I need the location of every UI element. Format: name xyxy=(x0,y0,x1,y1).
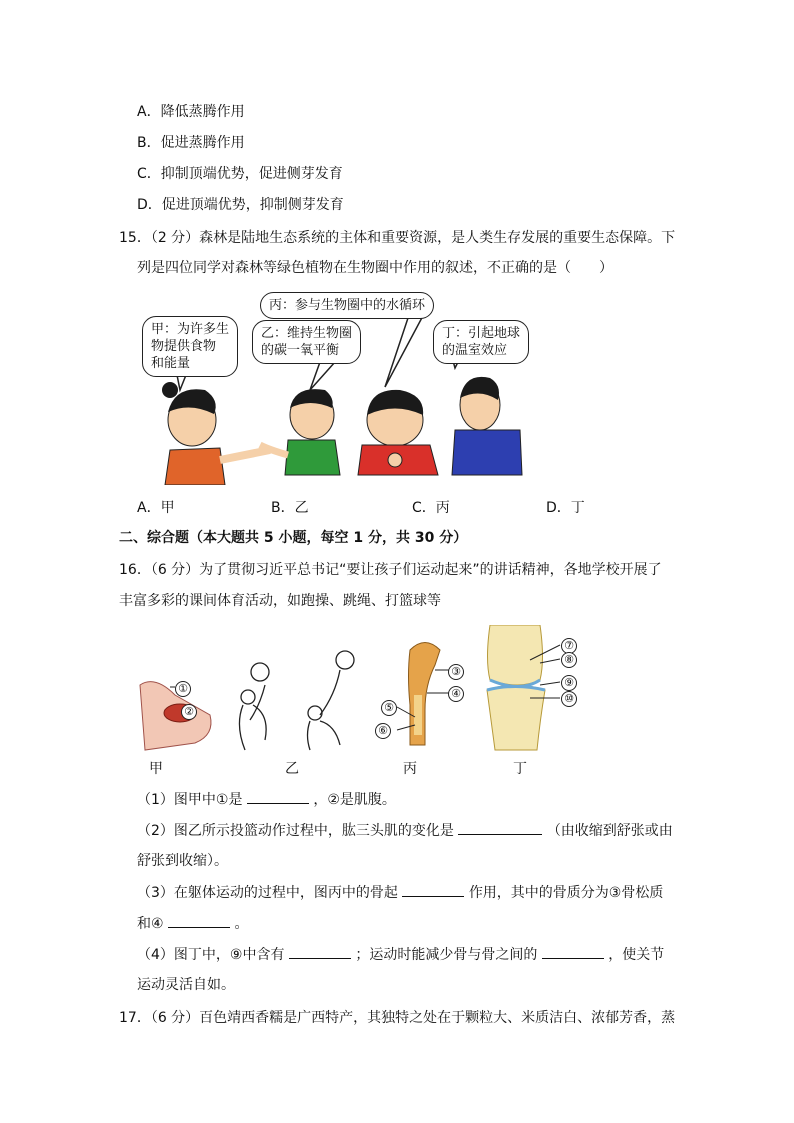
q16-figures xyxy=(135,625,585,755)
bubble-jia-line3: 和能量 xyxy=(151,356,191,371)
q16-sub4 xyxy=(137,944,664,965)
q16-line1: 16．（6 分）为了贯彻习近平总书记“要让孩子们运动起来”的讲话精神，各地学校开展了 xyxy=(119,562,662,578)
q16-sub3-cont xyxy=(137,913,248,934)
q16-sub4-text-a: （4）图丁中，⑨中含有 xyxy=(137,947,285,963)
answer-blank-2[interactable] xyxy=(458,820,542,835)
bubble-yi-line2: 的碳一氧平衡 xyxy=(261,343,340,358)
q16-sub3-text-d: 。 xyxy=(234,916,249,932)
student-bing xyxy=(358,390,438,475)
bubble-bing xyxy=(260,292,434,319)
bubble-ding-line2: 的温室效应 xyxy=(442,343,508,358)
student-ding xyxy=(452,377,522,475)
marker-2: ② xyxy=(181,704,197,720)
fig-label-ding: 丁 xyxy=(513,761,527,777)
q15-option-c: C．丙 xyxy=(412,500,450,516)
answer-blank-6[interactable] xyxy=(542,944,604,959)
answer-blank-5[interactable] xyxy=(289,944,351,959)
q15-option-d: D．丁 xyxy=(546,500,585,516)
option-c: C．抑制顶端优势，促进侧芽发育 xyxy=(137,166,343,182)
q16-sub3-text-b: 作用，其中的骨质分为③骨松质 xyxy=(468,885,664,901)
student-jia xyxy=(162,382,270,485)
q16-sub2-cont: 舒张到收缩）。 xyxy=(137,853,228,869)
q16-sub3-text-a: （3）在躯体运动的过程中，图丙中的骨起 xyxy=(137,885,398,901)
figure-bing-bone xyxy=(397,643,450,746)
option-d: D．促进顶端优势，抑制侧芽发育 xyxy=(137,197,344,213)
q16-sub4-text-b: ；运动时能减少骨与骨之间的 xyxy=(355,947,538,963)
marker-3: ③ xyxy=(448,664,464,680)
q15-option-a: A．甲 xyxy=(137,500,175,516)
bubble-ding xyxy=(433,320,529,364)
q16-sub2 xyxy=(137,820,673,841)
bubble-ding-line1: 丁：引起地球 xyxy=(442,326,521,341)
q16-sub2-text-a: （2）图乙所示投篮动作过程中，肱三头肌的变化是 xyxy=(137,823,454,839)
marker-4: ④ xyxy=(448,686,464,702)
marker-8: ⑧ xyxy=(561,652,577,668)
q16-sub4-cont: 运动灵活自如。 xyxy=(137,977,235,993)
marker-10: ⑩ xyxy=(561,691,577,707)
answer-blank-4[interactable] xyxy=(168,913,230,928)
q16-sub1 xyxy=(137,789,396,810)
marker-6: ⑥ xyxy=(375,723,391,739)
bubble-jia xyxy=(142,316,238,377)
option-b: B．促进蒸腾作用 xyxy=(137,135,245,151)
student-yi xyxy=(260,389,340,475)
bubble-jia-line2: 物提供食物 xyxy=(151,339,217,354)
q15-option-b: B．乙 xyxy=(271,500,309,516)
anatomy-figures xyxy=(135,625,585,755)
bubble-yi xyxy=(252,320,361,364)
answer-blank-3[interactable] xyxy=(402,882,464,897)
marker-1: ① xyxy=(175,681,191,697)
bubble-bing-line1: 丙：参与生物圈中的水循环 xyxy=(269,298,426,313)
answer-blank-1[interactable] xyxy=(247,789,309,804)
figure-ding-joint xyxy=(487,625,560,750)
q15-illustration xyxy=(130,290,550,485)
q16-sub2-text-b: （由收缩到舒张或由 xyxy=(546,823,673,839)
figure-yi-basketball xyxy=(239,651,354,750)
q15-line1: 15．（2 分）森林是陆地生态系统的主体和重要资源，是人类生存发展的重要生态保障。下 xyxy=(119,230,676,246)
section-heading: 二、综合题（本大题共 5 小题，每空 1 分，共 30 分） xyxy=(119,530,468,546)
bubble-yi-line1: 乙：维持生物圈 xyxy=(261,326,353,341)
q16-sub1-text-b: ，②是肌腹。 xyxy=(313,792,396,808)
marker-9: ⑨ xyxy=(561,675,577,691)
fig-label-jia: 甲 xyxy=(149,761,163,777)
marker-5: ⑤ xyxy=(381,700,397,716)
q17-line1: 17．（6 分）百色靖西香糯是广西特产，其独特之处在于颗粒大、米质洁白、浓郁芳香，蒸 xyxy=(119,1010,676,1026)
fig-label-bing: 丙 xyxy=(403,761,417,777)
q16-sub3 xyxy=(137,882,663,903)
q15-line2: 列是四位同学对森林等绿色植物在生物圈中作用的叙述，不正确的是（ ） xyxy=(137,260,613,276)
q16-sub4-text-c: ，使关节 xyxy=(608,947,665,963)
option-a: A．降低蒸腾作用 xyxy=(137,104,245,120)
q16-sub1-text-a: （1）图甲中①是 xyxy=(137,792,243,808)
fig-label-yi: 乙 xyxy=(285,761,299,777)
bubble-jia-line1: 甲：为许多生 xyxy=(151,322,230,337)
marker-7: ⑦ xyxy=(561,638,577,654)
q16-line2: 丰富多彩的课间体育活动，如跑操、跳绳、打篮球等 xyxy=(119,593,441,609)
q16-sub3-text-c: 和④ xyxy=(137,916,164,932)
